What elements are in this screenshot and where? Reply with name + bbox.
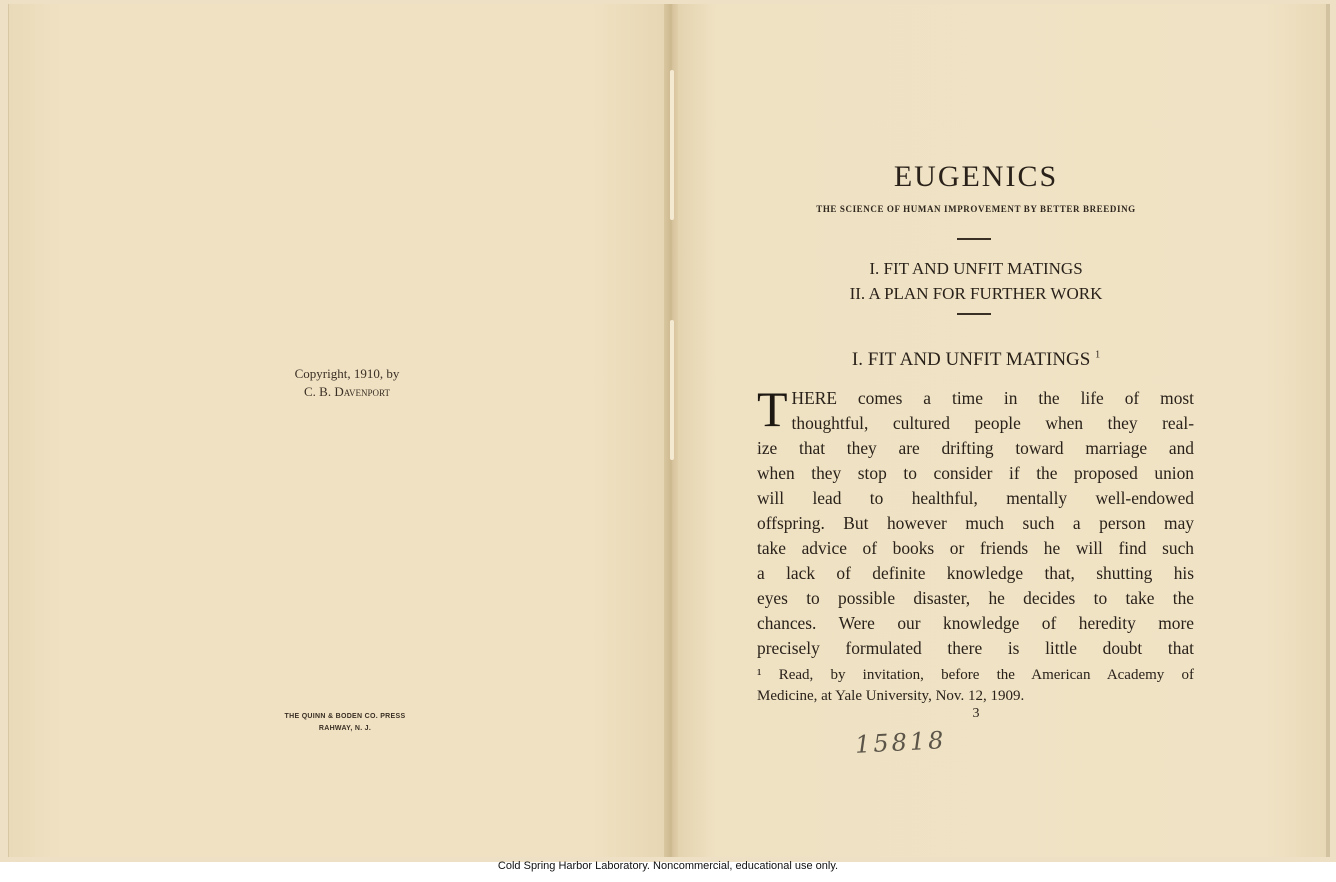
body-line: offspring. But however much such a person may: [757, 513, 1194, 533]
body-paragraph: [757, 381, 1194, 661]
footnote-line: ¹ Read, by invitation, before the American Academy of: [757, 667, 1194, 683]
binding-stitch: [670, 320, 674, 460]
drop-cap: T: [757, 381, 788, 437]
divider-rule: [957, 238, 991, 240]
body-line: precisely formulated there is little doubt that: [757, 638, 1194, 658]
page-subtitle: THE SCIENCE OF HUMAN IMPROVEMENT BY BETTER BREEDING: [816, 204, 1136, 214]
contents-item: II. A PLAN FOR FURTHER WORK: [849, 284, 1103, 303]
body-line: a lack of definite knowledge that, shutting his: [757, 563, 1194, 583]
footnote-marker: 1: [1095, 349, 1101, 361]
binding-stitch: [670, 70, 674, 220]
body-line: chances. Were our knowledge of heredity more: [757, 613, 1194, 633]
body-line: will lead to healthful, mentally well-endowed: [757, 488, 1194, 508]
body-line: eyes to possible disaster, he decides to take the: [757, 588, 1194, 608]
body-line: when they stop to consider if the proposed union: [757, 463, 1194, 483]
divider-rule: [957, 313, 991, 315]
footnote-line: Medicine, at Yale University, Nov. 12, 1909.: [757, 688, 1025, 704]
copyright-line: Copyright, 1910, by: [294, 366, 400, 381]
printer-location: RAHWAY, N. J.: [318, 725, 372, 732]
page-title: EUGENICS: [893, 160, 1059, 193]
printer-name: THE QUINN & BODEN CO. PRESS: [284, 713, 406, 720]
section-heading: [756, 349, 1196, 371]
body-line: thoughtful, cultured people when they real-: [791, 413, 1194, 433]
copyright-holder: C. B. Davenport: [303, 384, 391, 399]
contents-item: I. FIT AND UNFIT MATINGS: [869, 259, 1083, 278]
body-line: take advice of books or friends he will find such: [757, 538, 1194, 558]
page-number: 3: [972, 706, 980, 721]
body-line: ize that they are drifting toward marriage and: [757, 438, 1194, 458]
footnote: [757, 665, 1194, 707]
contents-list: [756, 256, 1196, 306]
bleed-through-title: [189, 102, 489, 132]
image-credit: Cold Spring Harbor Laboratory. Noncommercial, educational use only.: [497, 860, 839, 872]
copyright-notice: [262, 365, 432, 401]
page-edge: [1326, 4, 1330, 857]
handwritten-accession-number: 15818: [854, 726, 948, 759]
section-heading-text: I. FIT AND UNFIT MATINGS: [851, 349, 1091, 370]
body-line: HERE comes a time in the life of most: [791, 388, 1194, 408]
printer-imprint: [255, 711, 435, 735]
